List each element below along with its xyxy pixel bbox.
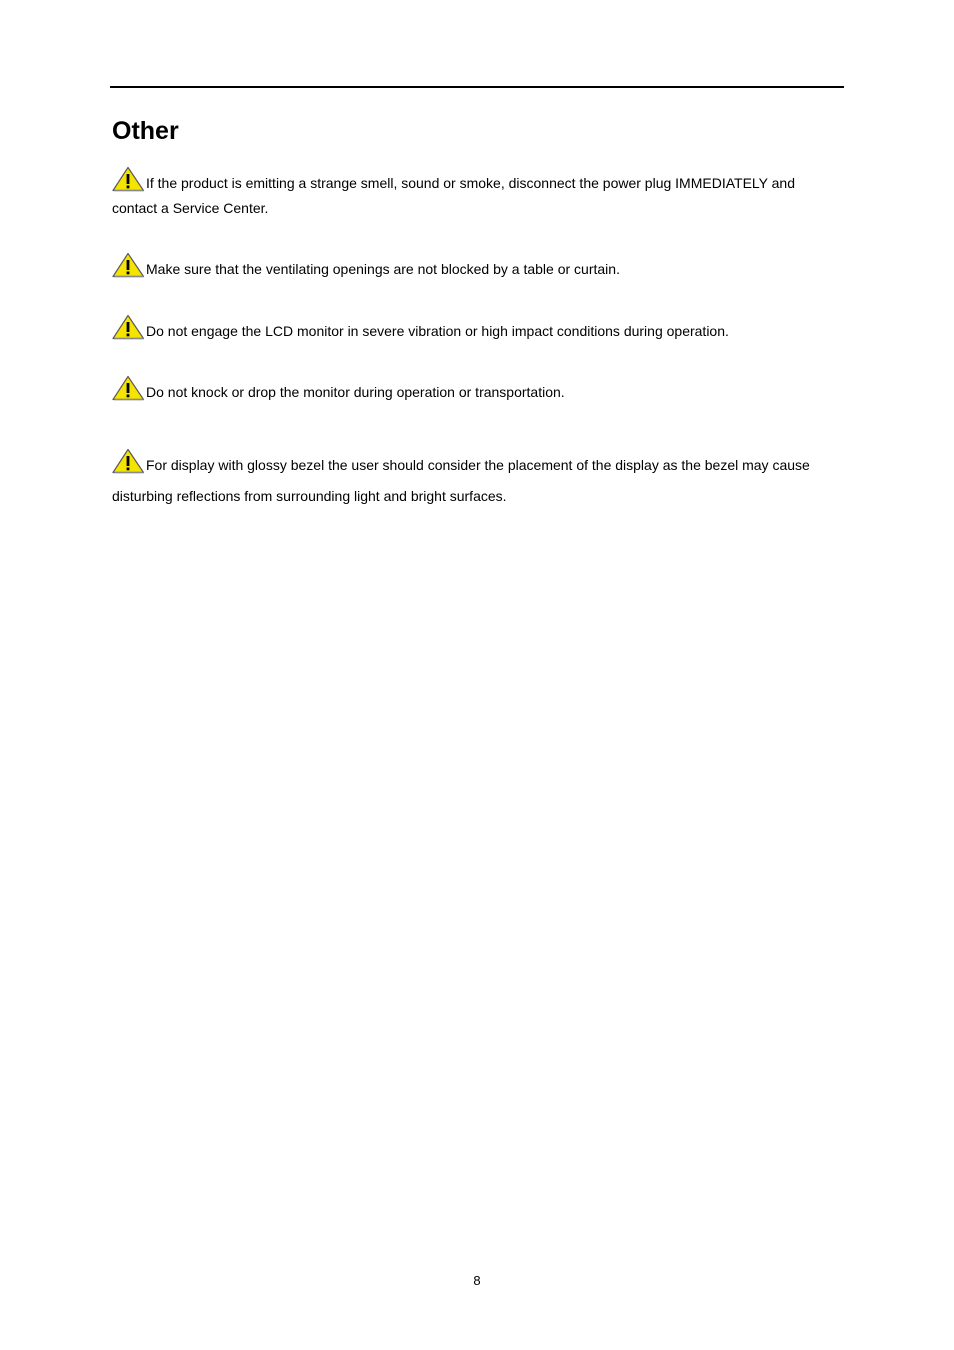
page-title: Other bbox=[112, 117, 179, 145]
warning-text: If the product is emitting a strange smell, sound or smoke, disconnect the power plug IMMEDIATELY and contact a Service Center. bbox=[112, 175, 795, 216]
warning-text: Do not knock or drop the monitor during operation or transportation. bbox=[146, 384, 565, 400]
warning-text: Make sure that the ventilating openings are not blocked by a table or curtain. bbox=[146, 261, 620, 277]
warning-text: For display with glossy bezel the user should consider the placement of the display as the bezel may cause disturbing reflections from surrounding light and bright surfaces. bbox=[112, 457, 810, 504]
warning-item-drop bbox=[112, 375, 837, 405]
warning-item-glossy-bezel bbox=[112, 448, 837, 512]
warning-text: Do not engage the LCD monitor in severe vibration or high impact conditions during operation. bbox=[146, 323, 729, 339]
warning-item-vibration bbox=[112, 314, 837, 344]
header-rule bbox=[110, 86, 844, 88]
warning-triangle-icon bbox=[112, 448, 146, 474]
warning-triangle-icon bbox=[112, 375, 146, 401]
warning-triangle-icon bbox=[112, 314, 146, 340]
page-number: 8 bbox=[473, 1273, 481, 1288]
warning-item-smell-smoke bbox=[112, 166, 837, 221]
warning-triangle-icon bbox=[112, 166, 146, 192]
warning-item-ventilation bbox=[112, 252, 837, 282]
warning-triangle-icon bbox=[112, 252, 146, 278]
